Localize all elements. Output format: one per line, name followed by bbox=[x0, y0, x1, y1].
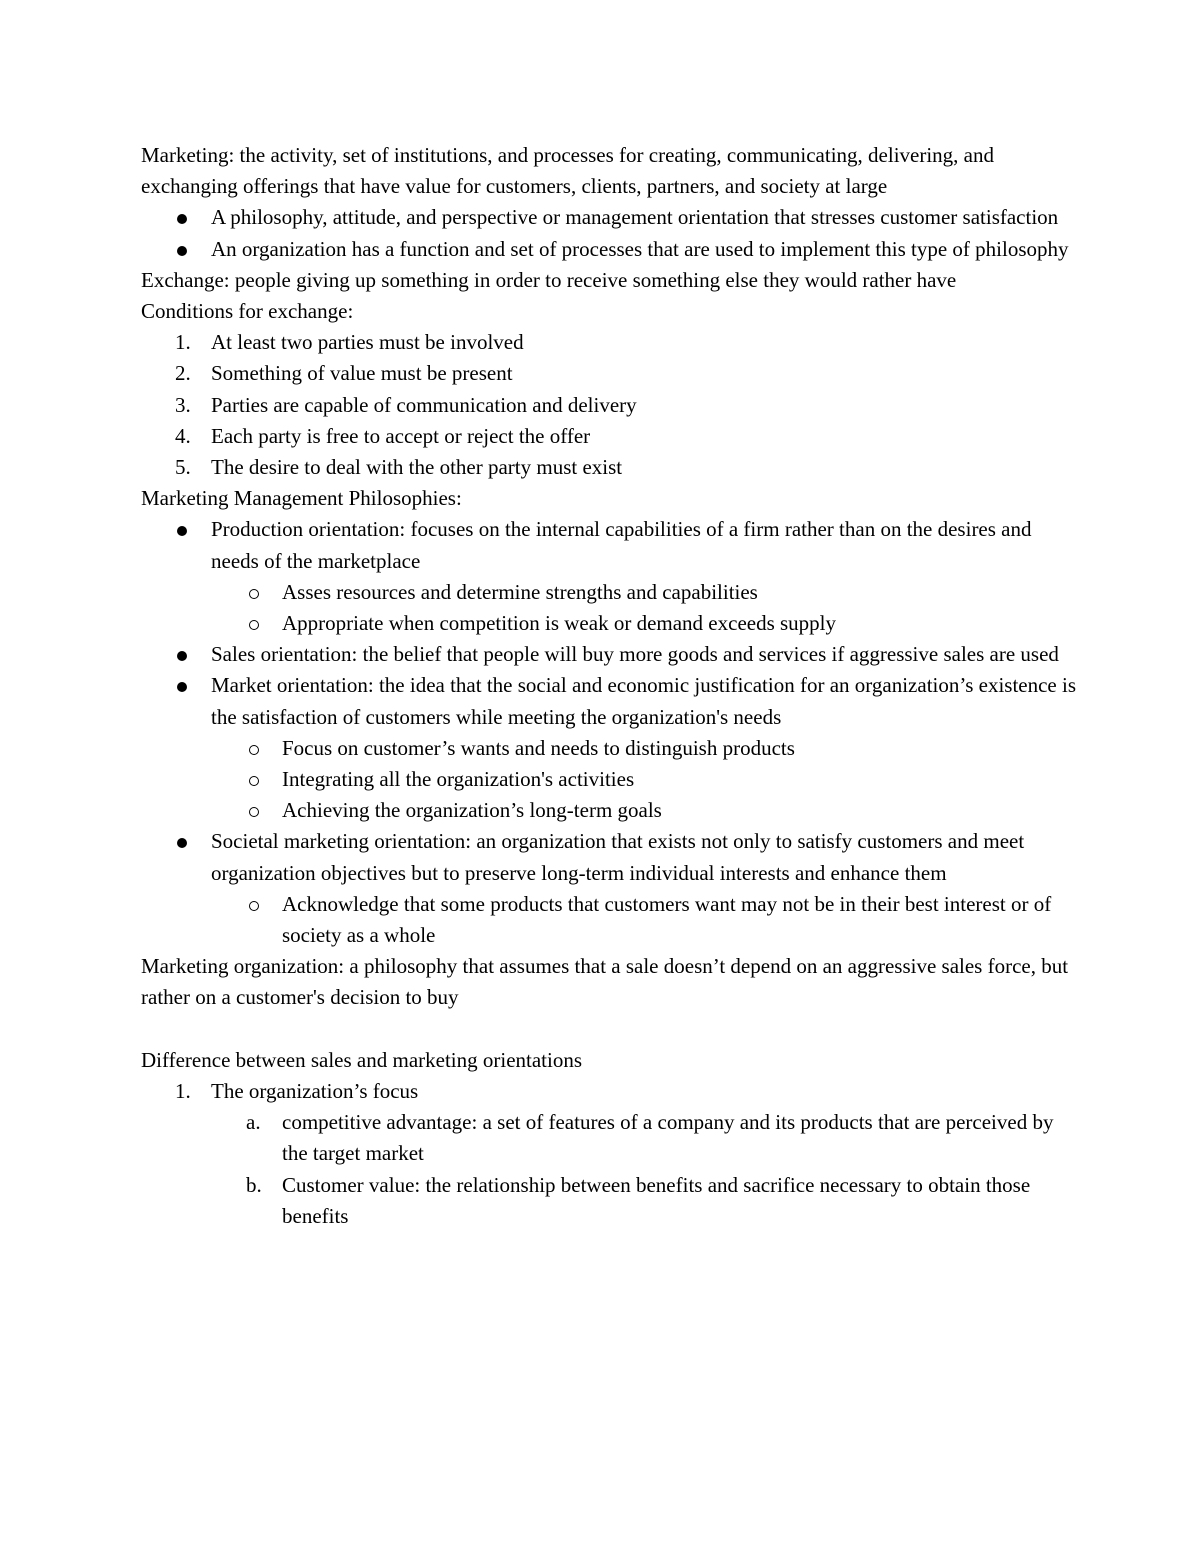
philosophy-text: Societal marketing orientation: an organization that exists not only to satisfy customers and meet organization objectives but to preserve long-term individual interests and enhance them bbox=[211, 829, 1025, 885]
blank-line bbox=[141, 1014, 1076, 1045]
philosophy-item bbox=[141, 670, 1076, 732]
philosophy-subitem-text: Asses resources and determine strengths and capabilities bbox=[282, 579, 758, 604]
philosophy-subitem-text: Appropriate when competition is weak or demand exceeds supply bbox=[282, 611, 837, 636]
bullet-icon bbox=[177, 246, 187, 256]
philosophies-heading: Marketing Management Philosophies: bbox=[141, 486, 462, 511]
marketing-bullet bbox=[141, 202, 1076, 233]
difference-subitem-text: Customer value: the relationship between benefits and sacrifice necessary to obtain those benefits bbox=[282, 1172, 1031, 1228]
list-number: 1. bbox=[175, 330, 191, 355]
philosophy-text: Market orientation: the idea that the social and economic justification for an organization’s existence is the satisfaction of customers while meeting the organization's needs bbox=[211, 673, 1076, 729]
philosophy-item bbox=[141, 514, 1076, 576]
philosophy-item bbox=[141, 826, 1076, 888]
conditions-heading: Conditions for exchange: bbox=[141, 299, 354, 324]
philosophy-subitem-text: Acknowledge that some products that customers want may not be in their best interest or of society as a whole bbox=[282, 891, 1052, 948]
list-number: 3. bbox=[175, 392, 191, 417]
philosophy-subitem-text: Focus on customer’s wants and needs to distinguish products bbox=[282, 735, 795, 760]
difference-subitem-text: competitive advantage: a set of features of a company and its products that are perceived by the target market bbox=[282, 1110, 1054, 1166]
hollow-bullet-icon bbox=[249, 620, 259, 630]
condition-text: The desire to deal with the other party must exist bbox=[211, 455, 623, 480]
condition-text: At least two parties must be involved bbox=[211, 330, 524, 355]
philosophy-subitem-text: Achieving the organization’s long-term goals bbox=[282, 798, 662, 823]
condition-text: Something of value must be present bbox=[211, 361, 513, 386]
hollow-bullet-icon bbox=[249, 901, 259, 911]
bullet-icon bbox=[177, 651, 187, 661]
bullet-icon bbox=[177, 526, 187, 536]
condition-item bbox=[141, 390, 1076, 421]
condition-item bbox=[141, 327, 1076, 358]
philosophy-subitem bbox=[141, 608, 1076, 639]
marketing-definition: Marketing: the activity, set of institutions, and processes for creating, communicating, delivering, and exchanging offerings that have value for customers, clients, partners, and society at large bbox=[141, 143, 995, 199]
philosophy-item bbox=[141, 639, 1076, 670]
marketing-organization-definition: Marketing organization: a philosophy that assumes that a sale doesn’t depend on an aggressive sales force, but rather on a customer's decision to buy bbox=[141, 954, 1069, 1010]
document-page bbox=[141, 140, 1076, 1232]
condition-item bbox=[141, 421, 1076, 452]
hollow-bullet-icon bbox=[249, 807, 259, 817]
philosophy-subitem bbox=[141, 577, 1076, 608]
philosophy-text: Sales orientation: the belief that people will buy more goods and services if aggressive sales are used bbox=[211, 642, 1059, 667]
bullet-icon bbox=[177, 838, 187, 848]
bullet-icon bbox=[177, 214, 187, 224]
difference-item bbox=[141, 1076, 1076, 1107]
hollow-bullet-icon bbox=[249, 745, 259, 755]
philosophy-text: Production orientation: focuses on the internal capabilities of a firm rather than on the desires and needs of the marketplace bbox=[211, 517, 1032, 573]
philosophy-subitem bbox=[141, 795, 1076, 826]
condition-text: Each party is free to accept or reject the offer bbox=[211, 423, 591, 448]
list-number: 1. bbox=[175, 1079, 191, 1104]
bullet-icon bbox=[177, 682, 187, 692]
list-number: 5. bbox=[175, 455, 191, 480]
exchange-definition: Exchange: people giving up something in order to receive something else they would rather have bbox=[141, 267, 957, 292]
condition-item bbox=[141, 358, 1076, 389]
philosophy-subitem bbox=[141, 764, 1076, 795]
condition-item bbox=[141, 452, 1076, 483]
list-letter: a. bbox=[246, 1110, 261, 1135]
hollow-bullet-icon bbox=[249, 589, 259, 599]
marketing-bullet-text: A philosophy, attitude, and perspective or management orientation that stresses customer satisfaction bbox=[211, 205, 1059, 230]
philosophy-subitem-text: Integrating all the organization's activities bbox=[282, 767, 635, 792]
difference-heading: Difference between sales and marketing orientations bbox=[141, 1047, 583, 1072]
marketing-bullet-text: An organization has a function and set of processes that are used to implement this type of philosophy bbox=[211, 236, 1069, 261]
marketing-bullet bbox=[141, 234, 1076, 265]
condition-text: Parties are capable of communication and delivery bbox=[211, 392, 637, 417]
philosophy-subitem bbox=[141, 733, 1076, 764]
philosophy-subitem bbox=[141, 889, 1076, 951]
difference-subitem bbox=[141, 1107, 1076, 1169]
list-letter: b. bbox=[246, 1172, 262, 1197]
list-number: 2. bbox=[175, 361, 191, 386]
difference-text: The organization’s focus bbox=[211, 1079, 419, 1104]
list-number: 4. bbox=[175, 423, 191, 448]
hollow-bullet-icon bbox=[249, 776, 259, 786]
difference-subitem bbox=[141, 1170, 1076, 1232]
